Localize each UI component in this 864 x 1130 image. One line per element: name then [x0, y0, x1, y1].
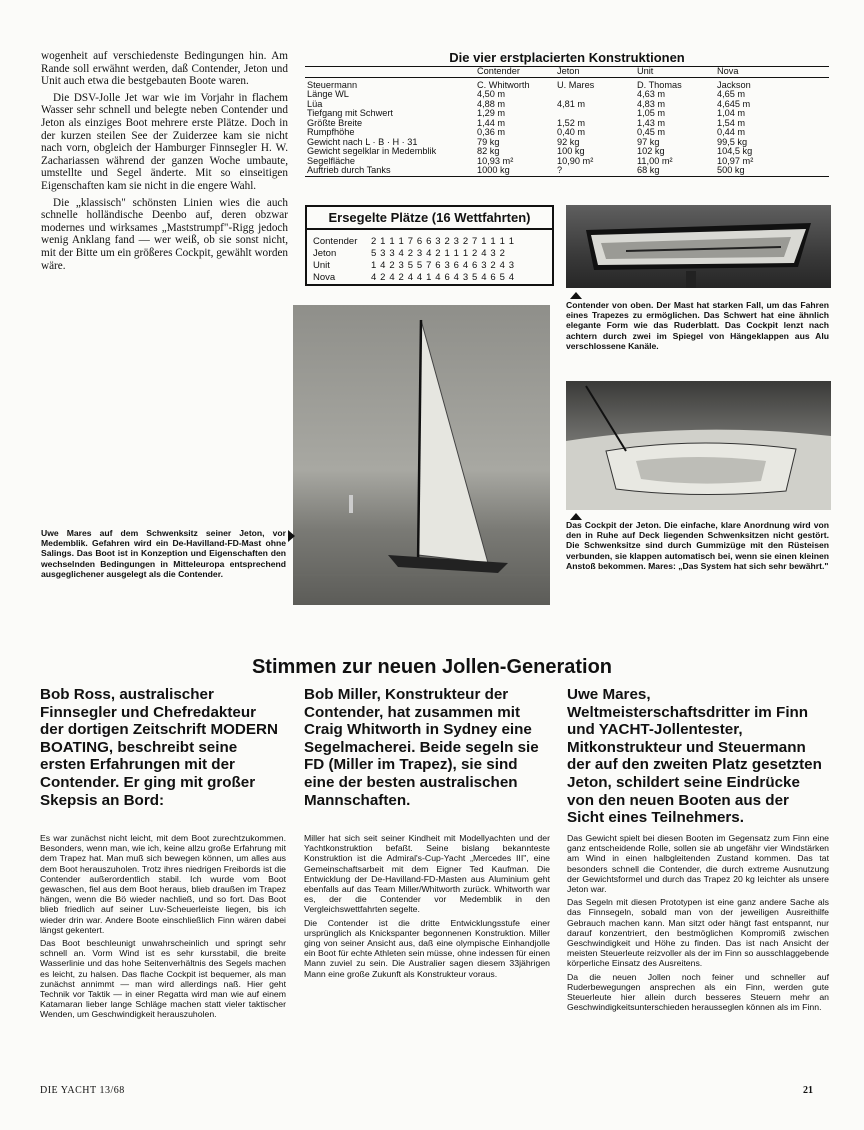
specs-cell: 97 kg — [637, 136, 660, 147]
specs-cell: U. Mares — [557, 79, 595, 90]
contender-top-illustration — [566, 205, 831, 288]
specs-column-header: Unit — [637, 66, 654, 76]
places-value: 4 — [508, 272, 515, 283]
specs-cell: 1,54 m — [717, 117, 746, 128]
jeton-sailing-illustration — [293, 305, 550, 605]
specs-cell: 1,44 m — [477, 117, 506, 128]
places-value: 6 — [416, 236, 423, 247]
specs-cell: 0,40 m — [557, 127, 586, 137]
specs-cell: 1,04 m — [717, 108, 746, 118]
specs-cell: 0,44 m — [717, 127, 746, 137]
places-value: 4 — [416, 272, 423, 283]
jeton-cockpit-illustration — [566, 381, 831, 510]
specs-cell: 79 kg — [477, 136, 500, 147]
places-row-label: Contender — [313, 236, 358, 247]
footer-magazine: DIE YACHT 13/68 — [40, 1085, 125, 1096]
intro-paragraph: Die DSV-Jolle Jet war wie im Vorjahr in flachem Wasser sehr schnell und belegte neben Contender und Jeton als einziges Boot mehrere erste Plätze. Doch in der kurzen steilen See der Zuiderzee kam sie nicht nach vorn, obgleich der Hamburger Finnsegler H. W. Zachariassen während der ganzen Woche umbaute, umstellte und Segel änderte. Mit so einseitigen Eigenschaften kam sie nicht in die engere Wahl. — [41, 91, 288, 192]
places-row — [313, 248, 552, 260]
places-value: 1 — [462, 248, 469, 259]
intro-column — [41, 50, 288, 276]
places-value: 4 — [370, 272, 377, 283]
places-value: 3 — [435, 236, 441, 247]
places-value: 2 — [407, 248, 413, 259]
specs-row-label: Steuermann — [307, 79, 358, 90]
places-value: 5 — [416, 260, 423, 271]
places-value: 6 — [426, 236, 432, 247]
specs-cell: 11,00 m² — [637, 155, 673, 166]
specs-cell: 82 kg — [477, 146, 500, 156]
places-row-label: Unit — [313, 260, 330, 271]
specs-cell: 4,83 m — [637, 98, 666, 109]
places-value: 4 — [499, 260, 505, 271]
specs-row-label: Tiefgang mit Schwert — [307, 108, 393, 118]
specs-table-title: Die vier erstplacierten Konstruktionen — [449, 50, 685, 65]
places-value: 2 — [380, 272, 386, 283]
places-value: 1 — [481, 236, 487, 247]
places-value: 3 — [481, 260, 487, 271]
places-value: 4 — [453, 272, 459, 283]
places-value: 3 — [508, 260, 515, 271]
places-value: 4 — [462, 260, 469, 271]
specs-cell: 4,88 m — [477, 98, 506, 109]
jeton-cockpit-photo — [566, 381, 831, 510]
intro-paragraph: Die „klassisch" schönsten Linien wies die auch schnelle holländische Deenbo auf, deren obzwar modernes und wirksames „Maststrumpf"-Rigg jedoch wenig Anklang fand — wer weiß, ob sie sonst nicht, mit der Bitte um ein größeres Cockpit, gewählt worden wäre. — [41, 196, 288, 272]
specs-cell: 102 kg — [637, 146, 665, 156]
specs-column-header: Jeton — [557, 66, 580, 76]
footer-page-number: 21 — [803, 1085, 813, 1096]
places-box — [305, 205, 554, 286]
places-value: 4 — [389, 272, 395, 283]
specs-cell: 4,63 m — [637, 89, 666, 99]
specs-cell: 500 kg — [717, 165, 745, 175]
caption-arrow-right-icon — [288, 530, 295, 542]
places-value: 2 — [472, 248, 478, 259]
places-value: 3 — [389, 248, 395, 259]
places-value: 4 — [481, 272, 487, 283]
places-row — [313, 272, 552, 284]
places-value: 7 — [472, 236, 478, 247]
specs-cell: 92 kg — [557, 136, 580, 147]
specs-row-label: Segelfläche — [307, 155, 356, 166]
places-value: 1 — [426, 272, 432, 283]
places-value: 7 — [407, 236, 413, 247]
body-paragraph: Das Boot beschleunigt unwahrscheinlich und springt sehr schnell an. Vorm Wind ist es sehr kursstabil, die breite Wasserlinie und das hohe Seitenverhältnis des Segels machen es leicht, zu halsen. Das flache Cockpit ist bequemer, als man zunächst annimmt — man wird allerdings naß. Hier geht Technik vor Taktik — in einer Regatta wird man wie auf einem Katamaran lieber lange Schläge machen statt vieler taktischer Wenden, um Geschwindigkeit herauszuholen. — [40, 938, 286, 1020]
specs-cell: 1,52 m — [557, 117, 586, 128]
places-value: 3 — [453, 236, 459, 247]
body-paragraph: Das Gewicht spielt bei diesen Booten im Gegensatz zum Finn eine ganz entscheidende Rolle, sollen sie ab ungefähr vier Windstärken am Wind in einen halbgleitenden Zustand kommen. Das tat besonders schnell die Contender, die durch extreme Ausnutzung der Gewichtsformel und durch das Trapez 20 kg leichter als unsere Jeton war. — [567, 833, 829, 895]
specs-row-label: Auftrieb durch Tanks — [307, 165, 391, 175]
places-value: 4 — [407, 272, 413, 283]
places-value: 6 — [435, 260, 441, 271]
specs-table-frame — [305, 66, 829, 177]
places-row — [313, 236, 552, 248]
places-title: Ersegelte Plätze (16 Wettfahrten) — [307, 207, 552, 230]
places-value: 2 — [462, 236, 469, 247]
places-row — [313, 260, 552, 272]
specs-cell: 68 kg — [637, 165, 660, 175]
body-column-1 — [40, 833, 286, 1023]
places-value: 1 — [389, 236, 395, 247]
caption-jeton-cockpit: Das Cockpit der Jeton. Die einfache, klare Anordnung wird von den in Ruhe auf Deck liegenden Schwenksitzen nicht gestört. Die Schwenksitze sind durch Gummizüge mit den Rüsteisen verbunden, sie klappen automatisch bei, wenn sie einen kleinen Anstoß bekommen. Mares: „Das System hat sich sehr bewährt." — [566, 520, 829, 571]
places-value: 3 — [490, 248, 496, 259]
lead-bob-miller: Bob Miller, Konstrukteur der Contender, hat zusammen mit Craig Whitworth in Sydney eine Segelmacherei. Beide segeln sie FD (Miller im Trapez), sie sind eine der besten australischen Mannschaften. — [304, 686, 539, 809]
body-column-2 — [304, 833, 550, 982]
places-value: 1 — [370, 260, 377, 271]
specs-cell: 1,05 m — [637, 108, 666, 118]
places-value: 5 — [472, 272, 478, 283]
specs-cell: 4,645 m — [717, 98, 751, 109]
specs-column-header: Nova — [717, 66, 739, 76]
places-value: 1 — [398, 236, 404, 247]
specs-cell: 10,93 m² — [477, 155, 514, 166]
body-column-3 — [567, 833, 829, 1015]
places-value: 3 — [462, 272, 469, 283]
specs-cell: 0,45 m — [637, 127, 666, 137]
places-value: 5 — [407, 260, 413, 271]
specs-cell: 10,90 m² — [557, 155, 594, 166]
places-value: 4 — [435, 272, 441, 283]
places-value: 1 — [490, 236, 496, 247]
specs-row-label: Lüa — [307, 98, 323, 109]
places-value: 2 — [444, 236, 450, 247]
places-value: 4 — [380, 260, 386, 271]
caption-arrow-up-icon — [570, 292, 582, 299]
places-value: 3 — [444, 260, 450, 271]
specs-row-label: Gewicht segelklar in Medemblik — [307, 146, 437, 156]
places-value: 4 — [398, 248, 404, 259]
specs-cell: 4,65 m — [717, 89, 746, 99]
specs-cell: 4,81 m — [557, 98, 586, 109]
specs-row — [305, 166, 829, 176]
places-value: 3 — [398, 260, 404, 271]
specs-table — [305, 67, 829, 176]
contender-top-photo — [566, 205, 831, 288]
body-paragraph: Miller hat sich seit seiner Kindheit mit Modellyachten und der Yachtkonstruktion befaßt. Seine bislang bekannteste Konstruktion ist die Admiral's-Cup-Yacht „Mercedes III", eine Gemeinschaftsarbeit mit dem Eigner Ted Kaufman. Die Entwicklung der De-Havilland-FD-Masten aus Aluminium geht ebenfalls auf das Team Miller/Whitworth zurück. Whitworth war es, der die Contender vor Medemblik in den Vergleichswettfahrten segelte. — [304, 833, 550, 915]
specs-header-row — [305, 67, 829, 77]
places-value: 7 — [426, 260, 432, 271]
places-value: 2 — [490, 260, 496, 271]
specs-cell: 10,97 m² — [717, 155, 754, 166]
specs-cell: 1,43 m — [637, 117, 666, 128]
body-paragraph: Das Segeln mit diesen Prototypen ist eine ganz andere Sache als das Finnsegeln, sobald man von der jeweiligen Ausreithilfe Gebrauch machen kann. Man sitzt oder hängt fast entspannt, nur darauf konzentriert, den bestmöglichen Kompromiß zwischen Geschwindigkeit und Höhe zu finden. Das ist nach Ansicht der meisten Steuerleute reizvoller als der im Finn so ausschlaggebende körperliche Einsatz des Ausreitens. — [567, 897, 829, 969]
jeton-sailing-photo — [293, 305, 550, 605]
body-paragraph: Da die neuen Jollen noch feiner und schneller auf Ruderbewegungen ansprechen als ein Finn, werden gute Steuerleute hier allein durch besseres Steuern mehr an Geschwindigkeitsunterschieden herausseglen können als im Finn. — [567, 971, 829, 1013]
places-value: 1 — [453, 248, 459, 259]
places-value: 2 — [370, 236, 377, 247]
specs-cell: Jackson — [717, 79, 751, 90]
specs-cell: 1,29 m — [477, 108, 506, 118]
places-value: 5 — [499, 272, 505, 283]
places-value: 6 — [453, 260, 459, 271]
specs-row — [305, 81, 829, 91]
specs-column-header: Contender — [477, 66, 520, 76]
specs-row-label: Größte Breite — [307, 117, 363, 128]
places-value: 2 — [398, 272, 404, 283]
places-value: 3 — [416, 248, 423, 259]
specs-cell: 100 kg — [557, 146, 585, 156]
places-value: 1 — [444, 248, 450, 259]
caption-arrow-up-icon — [570, 513, 582, 520]
caption-jeton-sailing: Uwe Mares auf dem Schwenksitz seiner Jeton, vor Medemblik. Gefahren wird ein De-Havilland-FD-Mast ohne Salings. Das Boot ist in Konzeption und Eigenschaften den wechselnden Bedingungen in Mitteleuropa entsprechend ausgeglichener ausgelegt als die Contender. — [41, 528, 286, 579]
intro-paragraph: wogenheit auf verschiedenste Bedingungen hin. Am Rande soll erwähnt werden, daß Contender, Jeton und Unit auch etwa die bestgebauten Boote waren. — [41, 50, 288, 88]
places-value: 2 — [435, 248, 441, 259]
specs-cell: 104,5 kg — [717, 146, 753, 156]
specs-cell: C. Whitworth — [477, 79, 530, 90]
places-value: 3 — [380, 248, 386, 259]
places-value: 4 — [481, 248, 487, 259]
places-value: 4 — [426, 248, 432, 259]
places-row-label: Jeton — [313, 248, 337, 259]
places-value: 6 — [472, 260, 478, 271]
places-value: 5 — [370, 248, 377, 259]
places-value: 2 — [499, 248, 505, 259]
places-body — [307, 230, 552, 284]
specs-cell: 4,50 m — [477, 89, 506, 99]
section-headline: Stimmen zur neuen Jollen-Generation — [251, 656, 613, 678]
body-paragraph: Es war zunächst nicht leicht, mit dem Boot zurechtzukommen. Besonders, wenn man, wie ich, keine allzu große Erfahrung mit dem Trapez hat. Man muß sich bewegen können, um alles aus dem Boot herauszuholen. Trotz ihres niedrigen Freibords ist die Contender außerordentlich stabil. Ich wurde vom Boot gewaschen, fiel aus dem Boot heraus, blieb draußen im Trapez hängen, wenn die Bö wieder nachließ, und so fort. Das Boot blieb friedlich auf seiner Luv-Scheuerleiste liegen, bis ich wieder drin war. Andere Boote einschließlich Finn wären dabei längst gekentert. — [40, 833, 286, 935]
specs-row-label: Rumpfhöhe — [307, 127, 355, 137]
specs-table-section — [305, 50, 829, 177]
specs-cell: 1000 kg — [477, 165, 510, 175]
places-value: 1 — [508, 236, 515, 247]
lead-bob-ross: Bob Ross, australischer Finnsegler und Chefredakteur der dortigen Zeitschrift MODERN BOATING, beschreibt seine ersten Erfahrungen mit der Contender. Er ging mit großer Skepsis an Bord: — [40, 686, 278, 809]
places-value: 1 — [380, 236, 386, 247]
specs-cell: ? — [557, 165, 563, 175]
places-row-label: Nova — [313, 272, 336, 283]
places-value: 6 — [444, 272, 450, 283]
specs-cell: D. Thomas — [637, 79, 682, 90]
specs-row-label: Gewicht nach L · B · H · 31 — [307, 136, 418, 147]
body-paragraph: Die Contender ist die dritte Entwicklungsstufe einer ursprünglich als Knickspanter begonnenen Konstruktion. Miller ging von seiner Ansicht aus, daß eine olympische Einhandjolle ein Boot für echte Athleten sein müsse, ohne indessen für einen Mann zuviel zu sein. Die Australier sagen diesem 33jährigen Mann eine große Zukunft als Konstrukteur voraus. — [304, 917, 550, 979]
places-value: 6 — [490, 272, 496, 283]
specs-cell: 0,36 m — [477, 127, 506, 137]
caption-contender-top: Contender von oben. Der Mast hat starken Fall, um das Fahren eines Trapezes zu ermöglichen. Das Schwert hat eine ähnlich elegante Form wie das Ruderblatt. Das Cockpit lenzt nach achtern durch zwei im Spiegel von Hängeklappen aus Alu verschlossene Kanäle. — [566, 300, 829, 351]
places-value: 2 — [389, 260, 395, 271]
places-value: 1 — [499, 236, 505, 247]
lead-uwe-mares: Uwe Mares, Weltmeisterschaftsdritter im Finn und YACHT-Jollentester, Mitkonstrukteur und Steuermann der auf den zweiten Platz gesetzten Jeton, schildert seine Eindrücke von den neuen Booten aus der Sicht eines Teilnehmers. — [567, 686, 822, 827]
specs-cell: 99,5 kg — [717, 136, 748, 147]
specs-row-label: Länge WL — [307, 89, 349, 99]
